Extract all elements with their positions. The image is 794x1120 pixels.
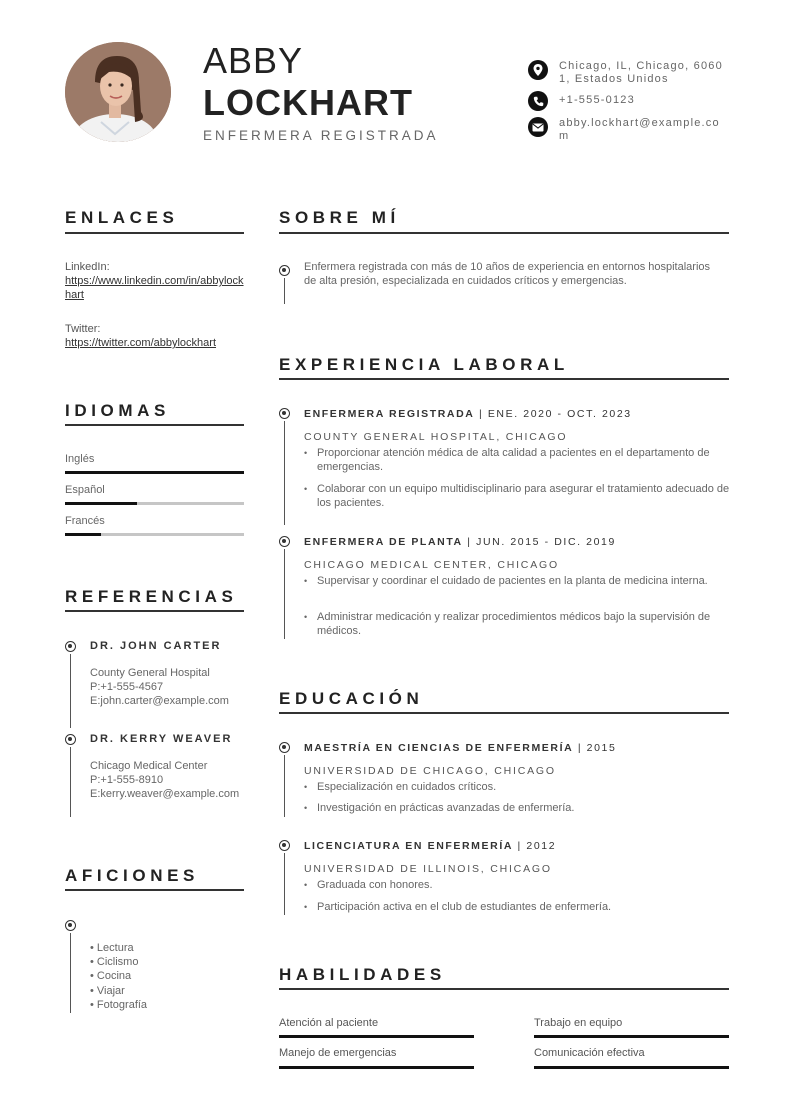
link-label: Twitter: (65, 323, 101, 335)
link-linkedin (65, 260, 245, 302)
timeline-line (284, 755, 285, 817)
link-label: LinkedIn: (65, 261, 110, 273)
education-bullet: • Graduada con honores. (304, 878, 730, 892)
timeline-dot-icon (65, 920, 76, 931)
links-divider (65, 232, 244, 234)
hobby-item: • Cocina (90, 970, 132, 983)
hobbies-section-title: AFICIONES (65, 866, 199, 885)
skill-label: Comunicación efectiva (534, 1047, 645, 1059)
job-bullet: • Supervisar y coordinar el cuidado de pacientes en la planta de medicina interna. (304, 574, 730, 588)
languages-section-title: IDIOMAS (65, 401, 170, 420)
education-section-title: EDUCACIÓN (279, 689, 424, 708)
experience-section-title: EXPERIENCIA LABORAL (279, 355, 569, 374)
timeline-line (284, 421, 285, 525)
location-pin-icon (528, 60, 548, 80)
degree-year: | 2012 (517, 840, 557, 852)
contact-phone (528, 91, 724, 111)
reference-org: County General Hospital (90, 667, 210, 679)
reference-details (90, 759, 245, 801)
skill-label: Trabajo en equipo (534, 1017, 623, 1029)
reference-phone: P:+1-555-8910 (90, 774, 164, 786)
hobby-item: • Fotografía (90, 998, 148, 1011)
job-heading (304, 536, 616, 548)
reference-name: DR. KERRY WEAVER (90, 733, 233, 745)
about-divider (279, 232, 729, 234)
about-section-title: SOBRE MÍ (279, 208, 400, 227)
twitter-url[interactable]: https://twitter.com/abbylockhart (65, 337, 217, 349)
skills-divider (279, 988, 729, 990)
linkedin-url[interactable]: https://www.linkedin.com/in/abbylockhart (65, 275, 244, 301)
job-bullet: • Proporcionar atención médica de alta calidad a pacientes en el departamento de emergencias. (304, 446, 730, 475)
language-label: Francés (65, 515, 105, 527)
skill-label: Atención al paciente (279, 1017, 379, 1029)
skills-section-title: HABILIDADES (279, 965, 446, 984)
timeline-line (284, 278, 285, 304)
timeline-line (70, 747, 71, 817)
timeline-line (70, 654, 71, 728)
language-level-bar (65, 502, 244, 505)
degree: LICENCIATURA EN ENFERMERÍA (304, 840, 514, 852)
phone-text: +1-555-0123 (559, 94, 635, 106)
language-label: Inglés (65, 453, 95, 465)
timeline-line (284, 853, 285, 915)
job-dates: | ENE. 2020 - OCT. 2023 (478, 408, 632, 420)
languages-divider (65, 424, 244, 426)
job-bullet: • Administrar medicación y realizar procedimientos médicos bajo la supervisión de médicos. (304, 610, 730, 639)
job-company: CHICAGO MEDICAL CENTER, CHICAGO (304, 559, 559, 571)
language-level-fill (65, 533, 101, 536)
job-role: ENFERMERA REGISTRADA (304, 408, 475, 420)
reference-email: E:kerry.weaver@example.com (90, 788, 240, 800)
language-level-fill (65, 471, 244, 474)
skill-level-bar (534, 1035, 729, 1038)
first-name: ABBY (203, 40, 304, 81)
timeline-line (70, 933, 71, 1013)
address-text: Chicago, IL, Chicago, 60601, Estados Unidos (559, 60, 723, 85)
timeline-dot-icon (65, 641, 76, 652)
language-level-fill (65, 502, 137, 505)
reference-name: DR. JOHN CARTER (90, 640, 222, 652)
timeline-dot-icon (279, 840, 290, 851)
education-heading (304, 840, 556, 852)
timeline-dot-icon (279, 265, 290, 276)
timeline-dot-icon (65, 734, 76, 745)
reference-details (90, 666, 245, 708)
job-role: ENFERMERA DE PLANTA (304, 536, 463, 548)
hobby-item: • Viajar (90, 984, 125, 997)
education-divider (279, 712, 729, 714)
school: UNIVERSIDAD DE ILLINOIS, CHICAGO (304, 863, 552, 875)
about-text: Enfermera registrada con más de 10 años de experiencia en entornos hospitalarios de alta presión, especializada en cuidados críticos y emergencias. (304, 261, 711, 288)
job-dates: | JUN. 2015 - DIC. 2019 (467, 536, 616, 548)
job-heading (304, 408, 632, 420)
hobbies-divider (65, 889, 244, 891)
education-bullet: • Especialización en cuidados críticos. (304, 780, 730, 794)
language-level-bar (65, 471, 244, 474)
skill-level-bar (279, 1035, 474, 1038)
language-label: Español (65, 484, 105, 496)
hobby-item: • Lectura (90, 942, 134, 954)
timeline-line (284, 549, 285, 639)
job-company: COUNTY GENERAL HOSPITAL, CHICAGO (304, 431, 568, 443)
reference-phone: P:+1-555-4567 (90, 681, 164, 693)
link-twitter (65, 322, 245, 350)
degree: MAESTRÍA EN CIENCIAS DE ENFERMERÍA (304, 742, 574, 754)
timeline-dot-icon (279, 536, 290, 547)
links-section-title: ENLACES (65, 208, 179, 227)
job-bullet: • Colaborar con un equipo multidisciplinario para asegurar el tratamiento adecuado de los pacientes. (304, 482, 730, 511)
timeline-dot-icon (279, 742, 290, 753)
timeline-dot-icon (279, 408, 290, 419)
job-title: ENFERMERA REGISTRADA (203, 128, 439, 143)
reference-org: Chicago Medical Center (90, 760, 208, 772)
skill-label: Manejo de emergencias (279, 1047, 397, 1059)
experience-divider (279, 378, 729, 380)
hobbies-list (90, 941, 147, 1012)
envelope-icon (528, 117, 548, 137)
language-level-bar (65, 533, 244, 536)
education-heading (304, 742, 616, 754)
email-text: abby.lockhart@example.com (559, 117, 720, 142)
profile-photo-illustration (65, 42, 171, 142)
reference-email: E:john.carter@example.com (90, 695, 229, 707)
hobby-item: • Ciclismo (90, 956, 139, 969)
contact-email (528, 117, 724, 142)
education-bullet: • Participación activa en el club de estudiantes de enfermería. (304, 900, 730, 914)
references-divider (65, 610, 244, 612)
degree-year: | 2015 (577, 742, 617, 754)
references-section-title: REFERENCIAS (65, 587, 238, 606)
education-bullet: • Investigación en prácticas avanzadas de enfermería. (304, 801, 730, 815)
contact-address (528, 60, 724, 85)
phone-icon (528, 91, 548, 111)
skill-level-bar (534, 1066, 729, 1069)
last-name: LOCKHART (203, 82, 413, 123)
school: UNIVERSIDAD DE CHICAGO, CHICAGO (304, 765, 556, 777)
profile-photo (65, 42, 171, 142)
skill-level-bar (279, 1066, 474, 1069)
